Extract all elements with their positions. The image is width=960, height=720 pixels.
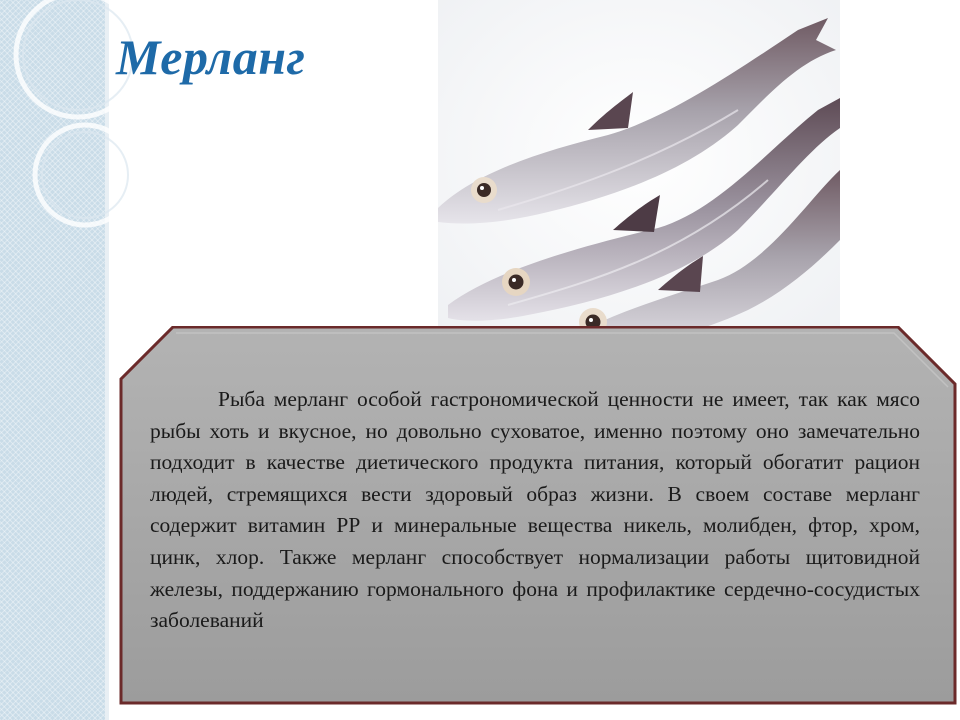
slide-body-text: Рыба мерланг особой гастрономической ценности не имеет, так как мясо рыбы хоть и вкусное, но довольно суховатое, именно поэтому оно замечательно подходит в качестве диетического продукта питания, который обогатит рацион людей, стремящихся вести здоровый образ жизни. В своем составе мерланг содержит витамин РР и минеральные вещества никель, молибден, фтор, хром, цинк, хлор. Также мерланг способствует нормализации работы щитовидной железы, поддержанию гормонального фона и профилактике сердечно-сосудистых заболеваний bbox=[150, 387, 920, 633]
slide-title: Мерланг bbox=[116, 29, 306, 85]
fish-photo bbox=[438, 0, 840, 348]
text-panel bbox=[118, 326, 958, 706]
